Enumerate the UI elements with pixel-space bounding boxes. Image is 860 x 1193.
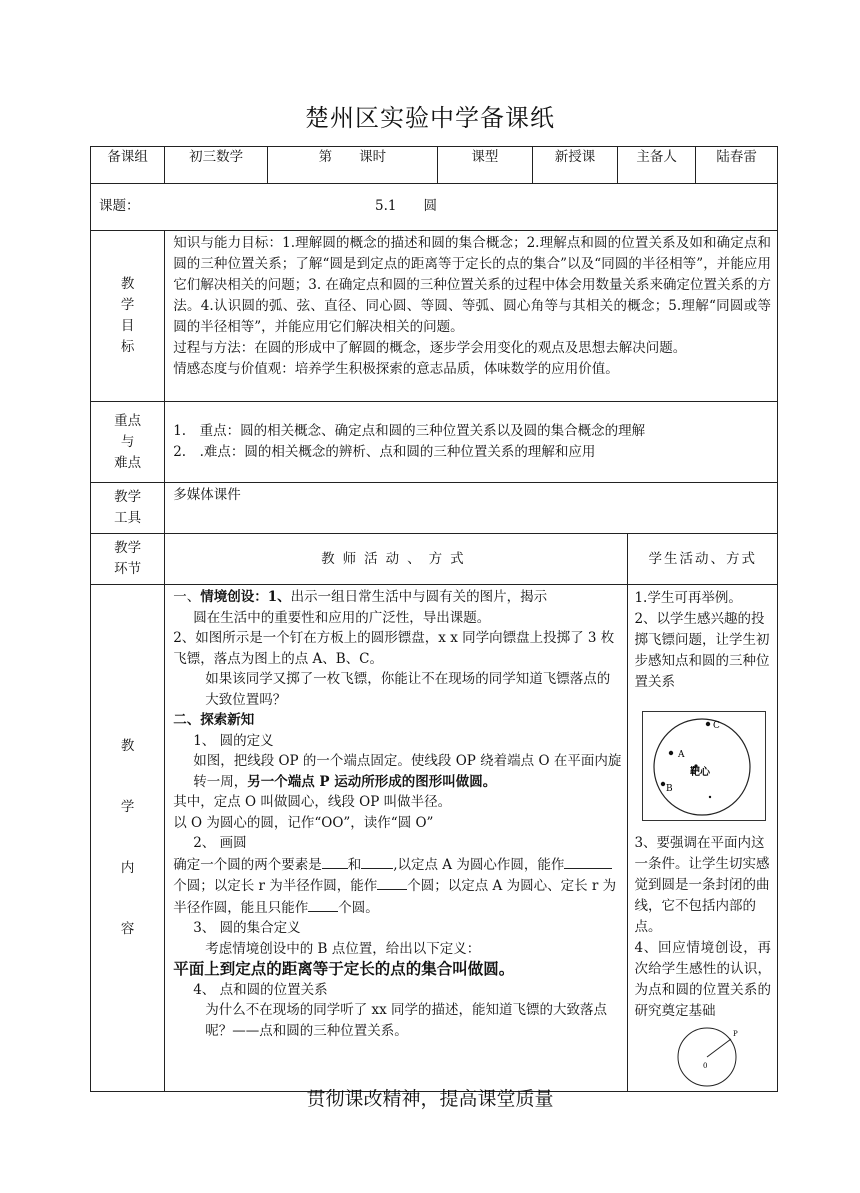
set-definition: 平面上到定点的距离等于定长的点的集合叫做圆。 — [173, 959, 515, 978]
lesson-plan-table — [90, 146, 778, 1092]
point-c-dot — [706, 722, 710, 726]
explore-heading: 二、探索新知 — [173, 712, 255, 728]
teacher-activity-content: 一、情境创设：1、出示一组日常生活中与圆有关的图片，揭示 圆在生活中的重要性和应用的广泛性，导出课题。 2、如图所示是一个钉在方板上的圆形镖盘，x x 同学向镖盘上投掷了 3 枚飞镖，落点为图上的点 A、B、C。 如果该同学又掷了一枚飞镖，你能让不在现场的同学知道飞镖落点的大致位置吗？ 二、探索新知 1、 圆的定义 如图，把线段 OP 的一个端点固定。使线段 OP 绕着端点 O 在平面内旋转一周，另一个端点 P 运动所形成的图形叫做圆。 其中，定点 O 叫做圆心，线段 OP 叫做半径。 以 O 为圆心的圆，记作“OO”，读作“圆 O” 2、 画圆 确定一个圆的两个要素是 和 ,以定点 A 为圆心作圆，能作个圆；以定长 r 为半径作圆，能作 个圆；以定点 A 为圆心、定长 r 为半径作圆，能且只能作 个圆。 3、 圆的集合定义 考虑情境创设中的 B 点位置，给出以下定义： 平面上到定点的距离等于定长的点的集合叫做圆。 4、 点和圆的位置关系 为什么不在现场的同学听了 xx 同学的描述，能知道飞镖的大致落点呢？——点和圆的三种位置关系。 — [165, 585, 628, 1092]
header-type-value: 新授课 — [533, 147, 618, 184]
objective-attitude: 情感态度与价值观：培养学生积极探索的意志品质，体味数学的应用价值。 — [173, 361, 619, 377]
keypoints-row — [91, 402, 778, 483]
student-activity-header: 学生活动、方式 — [628, 534, 778, 585]
header-row — [91, 147, 778, 184]
point-dot — [709, 796, 711, 798]
keypoint-item: 1. 重点：圆的相关概念、确定点和圆的三种位置关系以及圆的集合概念的理解 — [173, 423, 646, 439]
keypoints-label: 重点 与 难点 — [91, 402, 165, 483]
content-row — [91, 585, 778, 1092]
blank-2[interactable] — [361, 854, 393, 869]
fill-in-blanks: 确定一个圆的两个要素是 和 ,以定点 A 为圆心作圆，能作个圆；以定长 r 为半径作圆，能作 个圆；以定点 A 为圆心、定长 r 为半径作圆，能且只能作 个圆。 — [173, 854, 621, 919]
point-p-label: P — [733, 1030, 739, 1038]
objectives-label: 教 学 目 标 — [91, 231, 165, 402]
header-preparer-label: 主备人 — [617, 147, 695, 184]
objectives-content — [165, 231, 778, 402]
blank-3[interactable] — [564, 854, 612, 869]
student-activity-content: 1.学生可再举例。 2、以学生感兴趣的投掷飞镖问题，让学生初步感知点和圆的三种位置关系 A C B 靶心 3、要强调在平面内这一条件。让学生切实感觉到圆是一条封闭的曲线，它不包括内部的点。 4、回应情境创设，再次给学生感性的认识，为点和圆的位置关系的研究奠定基础 P 0 — [628, 585, 778, 1092]
position-relation-heading: 4、 点和圆的位置关系 — [193, 981, 328, 998]
objectives-row — [91, 231, 778, 402]
teacher-activity-header: 教师活动、方式 — [165, 534, 628, 585]
page-title: 楚州区实验中学备课纸 — [305, 104, 555, 132]
radius-op — [707, 1039, 731, 1057]
header-group-label: 备课组 — [91, 147, 165, 184]
blank-5[interactable] — [308, 897, 338, 912]
keypoints-content — [165, 402, 778, 483]
blank-4[interactable] — [377, 875, 407, 890]
content-label: 教 学 内 容 — [91, 585, 165, 1092]
tools-value: 多媒体课件 — [165, 483, 778, 534]
board-frame — [643, 712, 766, 821]
topic-label: 课题： — [99, 198, 140, 214]
header-period: 第 课时 — [268, 147, 438, 184]
objective-process: 过程与方法：在圆的形成中了解圆的概念，逐步学会用变化的观点及思想去解决问题。 — [173, 340, 687, 356]
point-b-label: B — [666, 784, 674, 794]
header-group-value: 初三数学 — [165, 147, 268, 184]
center-label: 靶心 — [690, 767, 711, 778]
topic-value: 5.1 圆 — [375, 198, 437, 214]
draw-circle-heading: 2、 画圆 — [193, 835, 247, 851]
process-header-row — [91, 534, 778, 585]
topic-row — [91, 184, 778, 231]
header-type-label: 课型 — [437, 147, 532, 184]
point-o-label: 0 — [703, 1062, 708, 1070]
objective-knowledge: 知识与能力目标：1.理解圆的概念的描述和圆的集合概念；2.理解点和圆的位置关系及如和确定点和圆的三种位置关系；了解“圆是到定点的距离等于定长的点的集合”以及“同圆的半径相等”，并能应用它们解决相关的问题；3. 在确定点和圆的三种位置关系的过程中体会用数量关系来确定位置关系的方法。4.认识圆的弧、弦、直径、同心圆、等圆、等弧、圆心角等与其相关的概念；5.理解“同圆或等圆的半径相等”，并能应用它们解决相关的问题。 — [173, 235, 771, 335]
point-b-dot — [661, 782, 665, 786]
blank-1[interactable] — [322, 854, 348, 869]
tools-row — [91, 483, 778, 534]
set-definition-heading: 3、 圆的集合定义 — [193, 920, 301, 936]
difficulty-item: 2. .难点：圆的相关概念的辨析、点和圆的三种位置关系的理解和应用 — [173, 444, 596, 460]
tools-label: 教学 工具 — [91, 483, 165, 534]
footer-slogan: 贯彻课改精神，提高课堂质量 — [306, 1088, 554, 1110]
circle-definition-heading: 1、 圆的定义 — [193, 732, 274, 749]
circle-op-diagram — [674, 1024, 744, 1088]
header-preparer-value: 陆春雷 — [696, 147, 778, 184]
point-a-label: A — [678, 750, 685, 760]
point-a-dot — [669, 751, 673, 755]
scenario-line: 一、情境创设：1、出示一组日常生活中与圆有关的图片，揭示 — [173, 589, 548, 605]
dartboard-diagram — [642, 711, 766, 821]
process-label: 教学 环节 — [91, 534, 165, 585]
point-c-label: C — [713, 721, 721, 731]
